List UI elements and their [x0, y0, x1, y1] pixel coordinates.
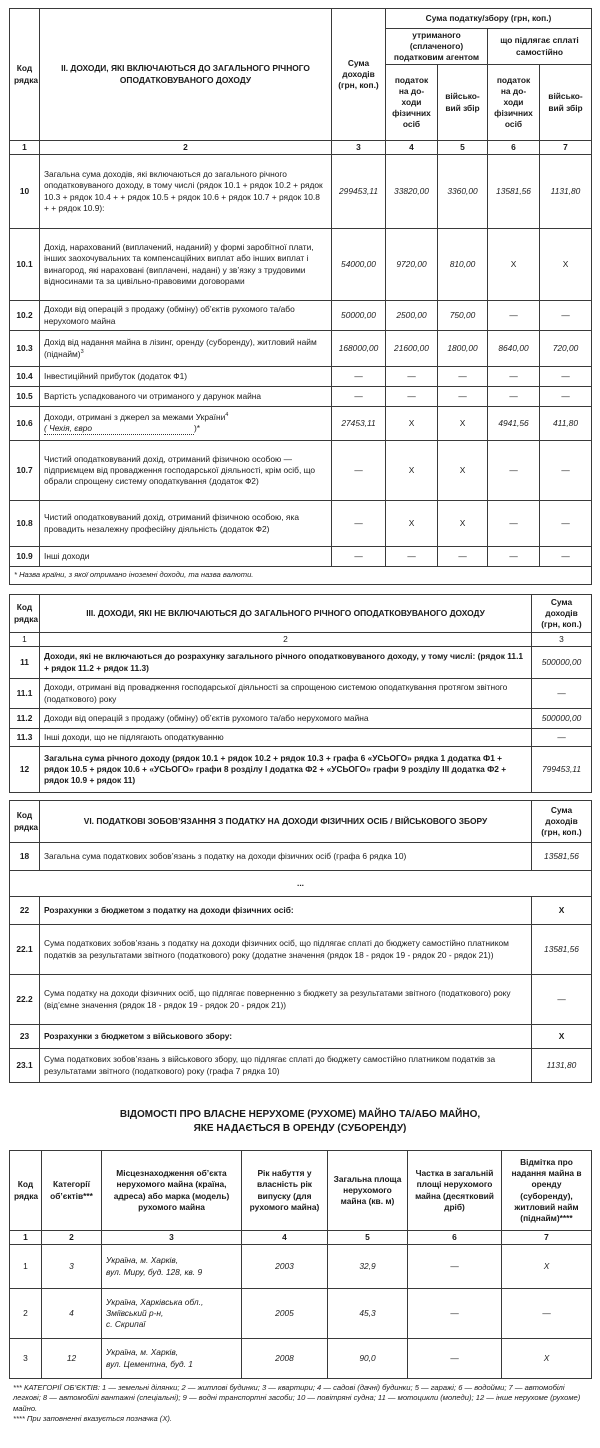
table-row: 10.9 Інші доходи — — — — —: [10, 547, 592, 567]
column-numbers: 1 2 3: [10, 633, 592, 647]
code-header: Код рядка: [10, 9, 40, 141]
category-header: Категорії об’єктів***: [42, 1151, 102, 1231]
footnote: * Назва країни, з якої отримано іноземні доходи, та назва валюти.: [10, 567, 592, 585]
section-3-title: III. ДОХОДИ, ЯКІ НЕ ВКЛЮЧАЮТЬСЯ ДО ЗАГАЛЬНОГО РІЧНОГО ОПОДАТКОВУВАНОГО ДОХОДУ: [40, 595, 532, 633]
table-row: 10.8 Чистий оподатковуваний дохід, отриманий фізичною особою, яка провадить незалежну професійну діяльність (додаток Ф2) — X X — —: [10, 501, 592, 547]
withheld-header: утриманого (сплаченого) податковим агентом: [386, 29, 488, 65]
military-self-header: військо-вий збір: [540, 65, 592, 141]
location-header: Місцезнаходження об’єкта нерухомого майна (країна, адреса) або марка (модель) рухомого майна: [102, 1151, 242, 1231]
table-row: 10.2 Доходи від операцій з продажу (обміну) об’єктів рухомого та/або нерухомого майна 50000,00 2500,00 750,00 — —: [10, 301, 592, 331]
table-row: 10 Загальна сума доходів, які включаються до загального річного оподатковуваного доходу, в тому числі (рядок 10.1 + рядок 10.2 + рядок 10.3 + рядок 10.4 + + рядок 10.5 + рядок 10.6 + рядок 10.7 + рядок 10.8 + + рядок 10.9): 299453,11 33820,00 3360,00 13581,56 1131,80: [10, 155, 592, 229]
sum-header: Сума доходів (грн, коп.): [532, 801, 592, 843]
area-header: Загальна площа нерухомого майна (кв. м): [328, 1151, 408, 1231]
table-row: 11.1 Доходи, отримані від провадження господарської діяльності за спрощеною системою оподаткування протягом звітного (податкового) року —: [10, 679, 592, 709]
table-row: 10.5 Вартість успадкованого чи отриманого у дарунок майна — — — — —: [10, 387, 592, 407]
section-2-title: II. ДОХОДИ, ЯКІ ВКЛЮЧАЮТЬСЯ ДО ЗАГАЛЬНОГО РІЧНОГО ОПОДАТКОВУВАНОГО ДОХОДУ: [40, 9, 332, 141]
table-row: 11.2 Доходи від операцій з продажу (обміну) об’єктів рухомого та/або нерухомого майна 500000,00: [10, 709, 592, 729]
table-row: 11 Доходи, які не включаються до розрахунку загального річного оподатковуваного доходу, у тому числі: (рядок 11.1 + рядок 11.2 + рядок 11.3) 500000,00: [10, 647, 592, 679]
military-header: військо-вий збір: [438, 65, 488, 141]
property-title: ВІДОМОСТІ ПРО ВЛАСНЕ НЕРУХОМЕ (РУХОМЕ) МАЙНО ТА/АБО МАЙНО, ЯКЕ НАДАЄТЬСЯ В ОРЕНДУ (СУБОРЕНДУ): [119, 1109, 481, 1134]
rent-header: Відмітка про надання майна в оренду (суборенду), житловий найм (піднайм)****: [502, 1151, 592, 1231]
section-2-table: [9, 8, 592, 585]
table-row: 22 Розрахунки з бюджетом з податку на доходи фізичних осіб: X: [10, 897, 592, 925]
country-field: ( Чехія, євро: [44, 423, 194, 435]
table-row: 22.1 Сума податкових зобов’язань з податку на доходи фізичних осіб, що підлягає сплаті до бюджету самостійно платником податків за результатами звітного (податкового) року (додатне значення (рядок 18 - рядок 19 - рядок 20 - рядок 21)) 13581,56: [10, 925, 592, 975]
column-numbers: 1 2 3 4 5 6 7: [10, 1231, 592, 1245]
self-pay-header: що підлягає сплаті самостійно: [488, 29, 592, 65]
pdfo-self-header: податок на до-ходи фізичних осіб: [488, 65, 540, 141]
section-6-title: VI. ПОДАТКОВІ ЗОБОВ’ЯЗАННЯ З ПОДАТКУ НА ДОХОДИ ФІЗИЧНИХ ОСІБ / ВІЙСЬКОВОГО ЗБОРУ: [40, 801, 532, 843]
table-row: 10.3 Дохід від надання майна в лізинг, оренду (суборенду), житловий найм (піднайм)$^3$ 168000,00 21600,00 1800,00 8640,00 720,00: [10, 331, 592, 367]
table-row: 10.7 Чистий оподатковуваний дохід, отриманий фізичною особою — підприємцем від провадження господарської діяльності, крім осіб, що обрали спрощену систему оподаткування (додаток Ф2) — X X — —: [10, 441, 592, 501]
table-row: 23.1 Сума податкових зобов’язань з військового збору, що підлягає сплаті до бюджету самостійно платником податків за результатами звітного (податкового) року (графа 7 рядка 10) 1131,80: [10, 1049, 592, 1083]
sum-header: Сума доходів (грн, коп.): [332, 9, 386, 141]
property-footnotes: [9, 1381, 591, 1426]
year-header: Рік набуття у власність рік випуску (для рухомого майна): [242, 1151, 328, 1231]
table-row: 23 Розрахунки з бюджетом з військового збору: X: [10, 1025, 592, 1049]
table-row: 10.4 Інвестиційний прибуток (додаток Ф1) — — — — —: [10, 367, 592, 387]
section-6-table: [9, 800, 592, 1083]
share-header: Частка в загальній площі нерухомого майна (десятковий дріб): [408, 1151, 502, 1231]
table-row: 12 Загальна сума річного доходу (рядок 10.1 + рядок 10.2 + рядок 10.3 + графа 6 «УСЬОГО» рядка 1 додатка Ф1 + рядок 10.5 + рядок 10.6 + «УСЬОГО» графи 8 розділу I додатка Ф2 + «УСЬОГО» графи 9 розділу III додатка Ф2 + рядок 10.9 + рядок 11) 799453,11: [10, 747, 592, 793]
table-row: 22.2 Сума податку на доходи фізичних осіб, що підлягає поверненню з бюджету за результатами звітного (податкового) року (від’ємне значення (рядок 18 - рядок 19 - рядок 20 - рядок 21)) —: [10, 975, 592, 1025]
table-row: 10.6 Доходи, отримані з джерел за межами України$^4$ ( Чехія, євро )* 27453,11 X X 4941,56 411,80: [10, 407, 592, 441]
code-header: Код рядка: [10, 595, 40, 633]
ellipsis-row: ...: [10, 871, 592, 897]
column-numbers: 1 2 3 4 5 6 7: [10, 141, 592, 155]
table-row: 3 12 Україна, м. Харків, вул. Цементна, буд. 1 2008 90,0 — X: [10, 1339, 592, 1379]
sum-header: Сума доходів (грн, коп.): [532, 595, 592, 633]
section-3-table: [9, 594, 592, 793]
table-row: 11.3 Інші доходи, що не підлягають оподаткуванню —: [10, 729, 592, 747]
property-table: [9, 1150, 592, 1379]
table-row: 18 Загальна сума податкових зобов’язань з податку на доходи фізичних осіб (графа 6 рядка 10) 13581,56: [10, 843, 592, 871]
table-row: 1 3 Україна, м. Харків, вул. Миру, буд. 128, кв. 9 2003 32,9 — X: [10, 1245, 592, 1289]
pdfo-header: податок на до-ходи фізичних осіб: [386, 65, 438, 141]
table-row: 10.1 Дохід, нарахований (виплачений, наданий) у формі заробітної плати, інших заохочувальних та компенсаційних виплат або інших виплат і винагород, які нараховані (виплачені, надані) у зв’язку з трудовими відносинами та за цивільно-правовими договорами 54000,00 9720,00 810,00 X X: [10, 229, 592, 301]
mark-footnote: **** При заповненні вказується позначка (X).: [13, 1413, 173, 1423]
tax-group-header: Сума податку/збору (грн, коп.): [386, 9, 592, 29]
categories-footnote: *** КАТЕГОРІЇ ОБ’ЄКТІВ: 1 — земельні ділянки; 2 — житлові будинки; 3 — квартири; 4 — садові (дачні) будинки; 5 — гаражі; 6 — водойми; 7 — автомобілі легкові; 8 — автомобілі вантажні (спеціальні); 9 — водні транспортні засоби; 10 — повітряні судна; 11 — мотоцикли (мопеди); 12 — інше нерухоме (рухоме) майно.: [13, 1383, 581, 1413]
code-header: Код рядка: [10, 1151, 42, 1231]
code-header: Код рядка: [10, 801, 40, 843]
table-row: 2 4 Україна, Харківська обл., Зміївський р-н, с. Скрипаї 2005 45,3 — —: [10, 1289, 592, 1339]
